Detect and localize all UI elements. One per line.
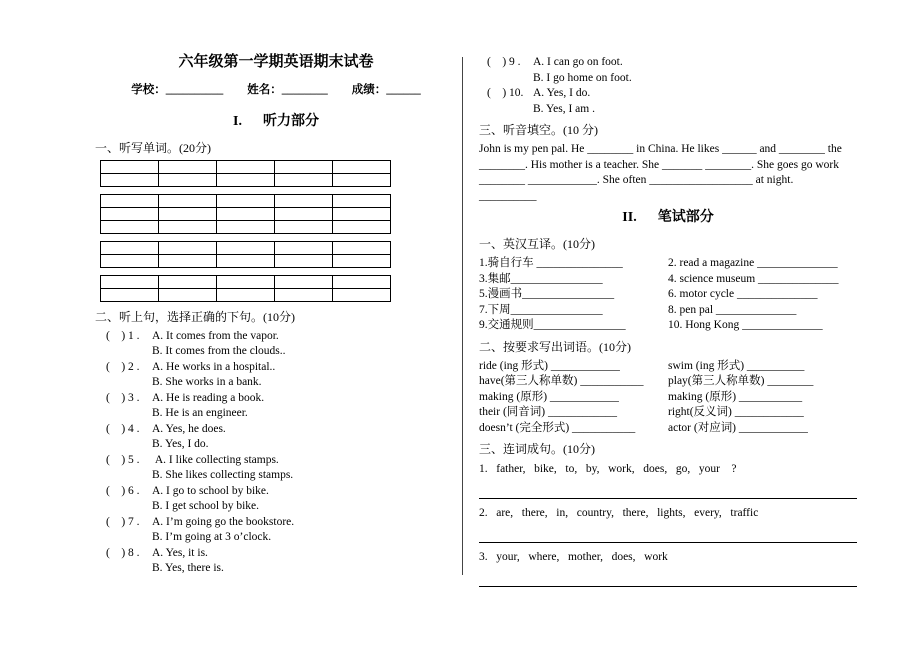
listening-question [106,546,457,577]
option-a: A. I can go on foot. [533,56,623,68]
option-b: B. He is an engineer. [152,407,248,419]
question-number: ( ) 6 . [106,484,140,497]
option-a: A. I like collecting stamps. [152,453,279,466]
item-row [479,287,857,303]
dictation-cell [275,207,333,220]
dictation-cell [159,207,217,220]
question-number: ( ) 5 . [106,453,140,466]
dictation-cell [217,207,275,220]
dictation-row [101,194,391,207]
option-a: A. Yes, it is. [152,546,208,559]
item-row [479,405,857,421]
translate-heading: 一、英汉互译。(10分) [479,237,595,251]
option-b: B. Yes, I do. [152,438,209,450]
dictation-cell [101,241,159,254]
listening-question [106,391,457,422]
answer-blank-line [479,565,857,587]
school-field: 学校：__________ [131,84,224,96]
dictation-cell [333,288,391,301]
dictation-cell [275,241,333,254]
dictation-heading: 一、听写单词。(20分) [95,140,211,155]
listening-question [487,86,857,117]
dictation-cell [275,220,333,233]
questions-1-8 [95,329,457,577]
dictation-row [101,207,391,220]
translate-item-left: 3.集邮________________ [479,272,603,285]
dictation-cell [333,275,391,288]
translate-item-left: 1.骑自行车 _______________ [479,257,623,269]
dictation-cell [275,160,333,173]
wordform-item-right: actor (对应词) ____________ [668,421,808,434]
option-b: B. She likes collecting stamps. [152,469,294,481]
wordform-item-right: right(反义词) ____________ [668,406,804,418]
item-row [479,390,857,406]
dictation-cell [217,220,275,233]
item-row [479,359,857,375]
connect-sentence: 1. father, bike, to, by, work, does, go, your ? [479,463,737,475]
dictation-row [101,241,391,254]
dictation-cell [159,160,217,173]
dictation-cell [217,254,275,267]
fill-line: ________. His mother is a teacher. She _______ ________. She goes go work [479,158,839,171]
translate-item-left: 7.下周________________ [479,303,603,316]
dictation-row [101,160,391,173]
dictation-cell [275,254,333,267]
translate-item-right: 10. Hong Kong ______________ [668,319,823,331]
question-number: ( ) 2 . [106,360,140,373]
dictation-cell [159,288,217,301]
option-a: A. Yes, I do. [533,87,591,99]
question-number: ( ) 1 . [106,329,140,342]
translate-item-left: 5.漫画书________________ [479,288,615,300]
dictation-cell [101,173,159,186]
dictation-cell [333,160,391,173]
connect-heading: 三、连词成句。(10分) [479,442,595,456]
dictation-row [101,254,391,267]
option-b: B. She works in a bank. [152,376,262,388]
dictation-row [101,288,391,301]
wordform-item-right: swim (ing 形式) __________ [668,359,805,372]
dictation-cell [275,288,333,301]
dictation-cell [159,194,217,207]
item-row [479,256,857,272]
dictation-cell [333,173,391,186]
dictation-table [100,160,391,187]
questions-9-10 [479,55,857,117]
left-column [95,52,457,577]
dictation-cell [333,241,391,254]
fill-paragraph [479,142,857,204]
dictation-cell [159,220,217,233]
written-section-heading: II. 笔试部分 [622,210,714,225]
dictation-cell [159,241,217,254]
dictation-cell [275,275,333,288]
question-number: ( ) 4 . [106,422,140,435]
fill-heading: 三、听音填空。(10 分) [479,123,598,137]
dictation-cell [101,194,159,207]
dictation-cell [101,160,159,173]
dictation-cell [159,275,217,288]
translate-item-right: 4. science museum ______________ [668,272,839,285]
listening-question [106,484,457,515]
dictation-cell [333,207,391,220]
listening-question [106,422,457,453]
dictation-cell [101,254,159,267]
dictation-tables [95,160,457,302]
fill-line: __________ [479,189,537,202]
choose-heading: 二、听上句，选择正确的下句。(10分) [95,309,295,324]
dictation-cell [159,173,217,186]
wordform-items [479,359,857,437]
dictation-table [100,241,391,268]
wordform-item-right: play(第三人称单数) ________ [668,375,814,387]
item-row [479,374,857,390]
question-number: ( ) 3 . [106,391,140,404]
dictation-cell [333,194,391,207]
option-b: B. I get school by bike. [152,500,259,512]
option-b: B. I go home on foot. [533,71,632,84]
dictation-cell [217,241,275,254]
connect-sentence: 2. are, there, in, country, there, lights, every, traffic [479,507,759,519]
item-row [479,303,857,319]
dictation-cell [275,173,333,186]
score-field: 成绩：______ [351,84,421,96]
wordform-item-left: their (同音词) ____________ [479,406,617,418]
column-divider [462,57,463,575]
dictation-cell [217,194,275,207]
listening-section-heading: I. 听力部分 [233,113,319,129]
option-b: B. It comes from the clouds.. [152,345,286,357]
wordform-item-left: making (原形) ____________ [479,390,619,403]
option-a: A. It comes from the vapor. [152,329,279,342]
option-a: A. He is reading a book. [152,391,265,404]
answer-blank-line [479,521,857,543]
fill-line: John is my pen pal. He ________ in China. He likes ______ and ________ the [479,143,842,155]
header-fields [95,83,457,99]
translate-item-right: 6. motor cycle ______________ [668,288,818,300]
connect-sentence: 3. your, where, mother, does, work [479,551,668,563]
listening-question [106,515,457,546]
question-number: ( ) 10. [487,87,524,99]
answer-blank-line [479,477,857,499]
dictation-cell [159,254,217,267]
wordform-item-left: ride (ing 形式) ____________ [479,359,620,372]
paper-title: 六年级第一学期英语期末试卷 [178,54,374,70]
dictation-table [100,194,391,234]
dictation-cell [333,220,391,233]
option-a: A. I go to school by bike. [152,484,269,497]
option-a: A. He works in a hospital.. [152,360,276,373]
dictation-cell [333,254,391,267]
question-number: ( ) 8 . [106,546,140,559]
listening-question [106,360,457,391]
wordform-item-left: doesn’t (完全形式) ___________ [479,421,636,434]
dictation-cell [101,275,159,288]
dictation-row [101,275,391,288]
dictation-cell [101,288,159,301]
item-row [479,318,857,334]
question-number: ( ) 9 . [487,56,521,68]
wordform-heading: 二、按要求写出词语。(10分) [479,339,631,354]
listening-question [106,453,457,484]
translate-item-right: 8. pen pal ______________ [668,303,797,316]
name-field: 姓名：________ [247,84,328,96]
dictation-cell [217,173,275,186]
option-a: A. Yes, he does. [152,422,226,435]
option-b: B. Yes, I am . [533,102,595,115]
dictation-cell [217,288,275,301]
item-row [479,421,857,437]
dictation-cell [217,275,275,288]
connect-items [479,461,857,587]
listening-question [106,329,457,360]
translate-items [479,256,857,334]
dictation-row [101,220,391,233]
item-row [479,272,857,288]
dictation-cell [101,207,159,220]
option-b: B. Yes, there is. [152,562,224,574]
question-number: ( ) 7 . [106,515,140,528]
translate-item-right: 2. read a magazine ______________ [668,257,838,269]
dictation-cell [217,160,275,173]
dictation-cell [275,194,333,207]
option-b: B. I’m going at 3 o’clock. [152,531,272,543]
fill-line: ________ ____________. She often __________________ at night. [479,174,794,186]
wordform-item-left: have(第三人称单数) ___________ [479,375,644,387]
option-a: A. I’m going go the bookstore. [152,515,295,528]
dictation-row [101,173,391,186]
translate-item-left: 9.交通规则________________ [479,319,626,331]
dictation-table [100,275,391,302]
dictation-cell [101,220,159,233]
right-column [479,55,857,593]
wordform-item-right: making (原形) ___________ [668,390,803,403]
listening-question [487,55,857,86]
